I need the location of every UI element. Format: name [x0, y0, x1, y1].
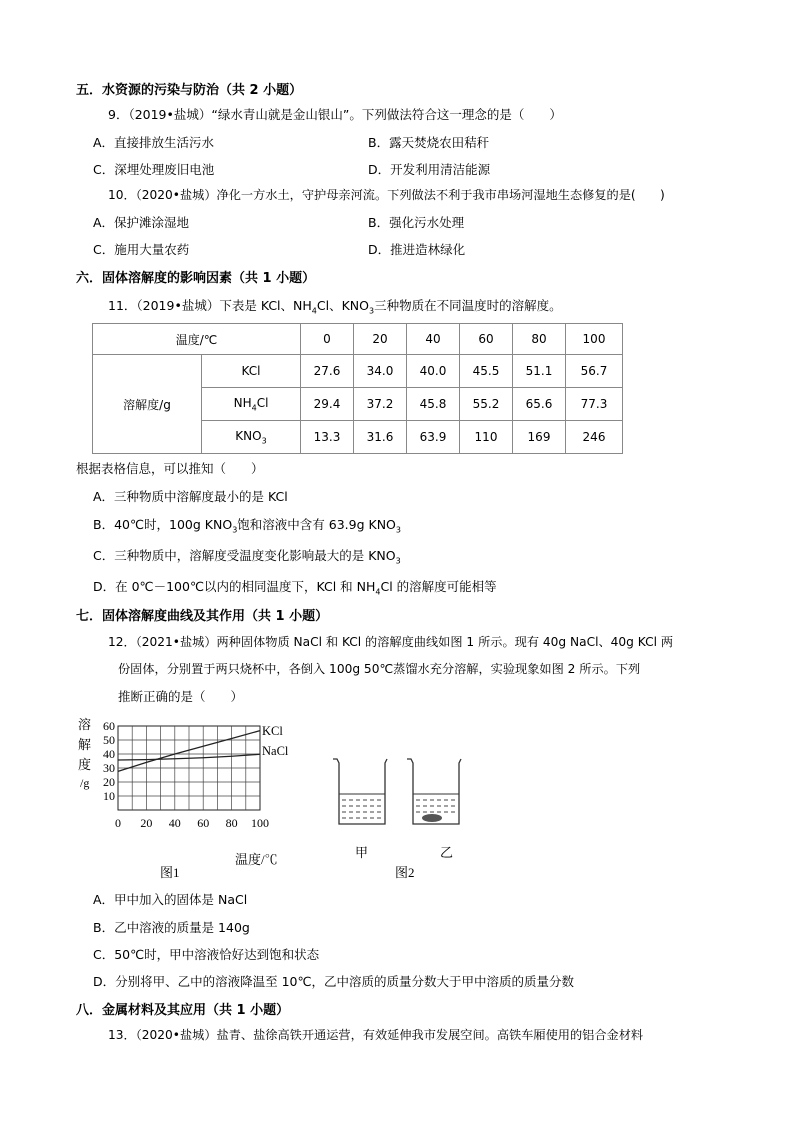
temp-cell: 40: [407, 324, 460, 355]
q12-option-a: A．甲中加入的固体是 NaCl: [93, 892, 248, 907]
y-tick-label: 20: [103, 775, 115, 789]
temp-cell: 100: [566, 324, 623, 355]
q10-option-c: C．施用大量农药: [93, 242, 190, 257]
q9-stem: 9．（2019•盐城）“绿水青山就是金山银山”。下列做法符合这一理念的是（ ）: [108, 107, 562, 122]
temp-cell: 60: [460, 324, 513, 355]
table-cell: 77.3: [566, 388, 623, 421]
q12-option-b: B．乙中溶液的质量是 140g: [93, 920, 250, 935]
solubility-table: [92, 323, 623, 454]
table-cell: 45.8: [407, 388, 460, 421]
x-tick-label: 100: [251, 816, 269, 830]
beakers-figure: [325, 756, 475, 836]
table-cell: 56.7: [566, 355, 623, 388]
ylabel-char: 溶: [78, 717, 92, 732]
x-tick-label: 20: [140, 816, 153, 830]
substance-kcl: KCl: [202, 355, 301, 388]
x-axis-label: 温度/℃: [235, 852, 278, 867]
temp-cell: 20: [354, 324, 407, 355]
beaker-yi: [407, 759, 461, 824]
table-cell: 45.5: [460, 355, 513, 388]
q9-option-c: C．深埋处理废旧电池: [93, 162, 215, 177]
table-cell: 65.6: [513, 388, 566, 421]
ylabel-char: 度: [78, 757, 92, 772]
q11-option-b: B．40℃时，100g $KNO_3$饱和溶液中含有 63.9g $KNO_3$: [93, 517, 401, 535]
beaker-yi-label: 乙: [440, 846, 454, 861]
table-cell: 63.9: [407, 421, 460, 454]
q9-option-b: B．露天焚烧农田秸秆: [368, 135, 490, 150]
x-tick-label: 60: [197, 816, 210, 830]
beaker-jia-label: 甲: [355, 846, 369, 861]
q9-option-a: A．直接排放生活污水: [93, 135, 215, 150]
ylabel-char: /g: [80, 776, 90, 790]
table-cell: 31.6: [354, 421, 407, 454]
table-cell: 37.2: [354, 388, 407, 421]
table-cell: 51.1: [513, 355, 566, 388]
q12-stem-line1: 12．（2021•盐城）两种固体物质 NaCl 和 KCl 的溶解度曲线如图 1 所示。现有 40g NaCl、40g KCl 两: [108, 635, 674, 649]
solubility-header: 溶解度/g: [93, 355, 202, 454]
q12-option-d: D．分别将甲、乙中的溶液降温至 10℃，乙中溶质的质量分数大于甲中溶质的质量分数: [93, 974, 575, 989]
y-tick-label: 60: [103, 719, 115, 733]
temp-cell: 80: [513, 324, 566, 355]
section-5-heading: 五．水资源的污染与防治（共 2 小题）: [76, 83, 303, 98]
beaker-jia: [333, 759, 387, 824]
y-tick-label: 30: [103, 761, 115, 775]
x-tick-label: 40: [168, 816, 181, 830]
q11-option-c: C．三种物质中，溶解度受温度变化影响最大的是 $KNO_3$: [93, 548, 401, 566]
table-cell: 246: [566, 421, 623, 454]
table-cell: 27.6: [301, 355, 354, 388]
substance-nh4cl: $NH_4Cl$: [202, 388, 301, 421]
fig1-caption: 图1: [160, 865, 180, 880]
section-8-heading: 八．金属材料及其应用（共 1 小题）: [76, 1003, 290, 1018]
substance-kno3: $KNO_3$: [202, 421, 301, 454]
undissolved-solid: [422, 814, 442, 822]
section-6-heading: 六．固体溶解度的影响因素（共 1 小题）: [76, 271, 316, 286]
q10-option-b: B．强化污水处理: [368, 215, 465, 230]
q9-option-d: D．开发利用清洁能源: [368, 162, 491, 177]
q10-option-d: D．推进造林绿化: [368, 242, 466, 257]
q12-stem-line3: 推断正确的是（ ）: [118, 689, 244, 704]
fig2-caption: 图2: [395, 865, 415, 880]
q12-option-c: C．50℃时，甲中溶液恰好达到饱和状态: [93, 947, 320, 962]
q11-option-d: D．在 0℃－100℃以内的相同温度下，KCl 和 $NH_4Cl$ 的溶解度可能相等: [93, 579, 497, 597]
table-cell: 110: [460, 421, 513, 454]
x-tick-label: 80: [225, 816, 238, 830]
q11-infer: 根据表格信息，可以推知（ ）: [76, 461, 264, 476]
q12-stem-line2: 份固体，分别置于两只烧杯中，各倒入 100g 50℃蒸馏水充分溶解，实验现象如图 2 所示。下列: [118, 662, 641, 676]
q13-stem: 13．（2020•盐城）盐青、盐徐高铁开通运营，有效延伸我市发展空间。高铁车厢使用的铝合金材料: [108, 1028, 644, 1042]
section-7-heading: 七．固体溶解度曲线及其作用（共 1 小题）: [76, 609, 329, 624]
y-tick-label: 10: [103, 789, 115, 803]
solubility-chart: [70, 712, 310, 877]
q11-stem: 11．（2019•盐城）下表是 KCl、$NH_4Cl$、$KNO_3$三种物质在不同温度时的溶解度。: [108, 298, 562, 316]
y-tick-label: 40: [103, 747, 115, 761]
ylabel-char: 解: [78, 737, 92, 752]
table-cell: 34.0: [354, 355, 407, 388]
temp-header: 温度/℃: [93, 324, 301, 355]
table-cell: 40.0: [407, 355, 460, 388]
table-cell: 13.3: [301, 421, 354, 454]
q10-stem: 10．（2020•盐城）净化一方水土，守护母亲河流。下列做法不利于我市串场河湿地生态修复的是( ): [108, 188, 665, 202]
q11-option-a: A．三种物质中溶解度最小的是 KCl: [93, 489, 288, 504]
x-tick-label: 0: [115, 816, 121, 830]
temp-cell: 0: [301, 324, 354, 355]
q10-option-a: A．保护滩涂湿地: [93, 215, 190, 230]
table-cell: 29.4: [301, 388, 354, 421]
table-cell: 169: [513, 421, 566, 454]
kcl-curve-label: KCl: [262, 724, 283, 738]
y-tick-label: 50: [103, 733, 115, 747]
table-cell: 55.2: [460, 388, 513, 421]
nacl-curve-label: NaCl: [262, 744, 289, 758]
